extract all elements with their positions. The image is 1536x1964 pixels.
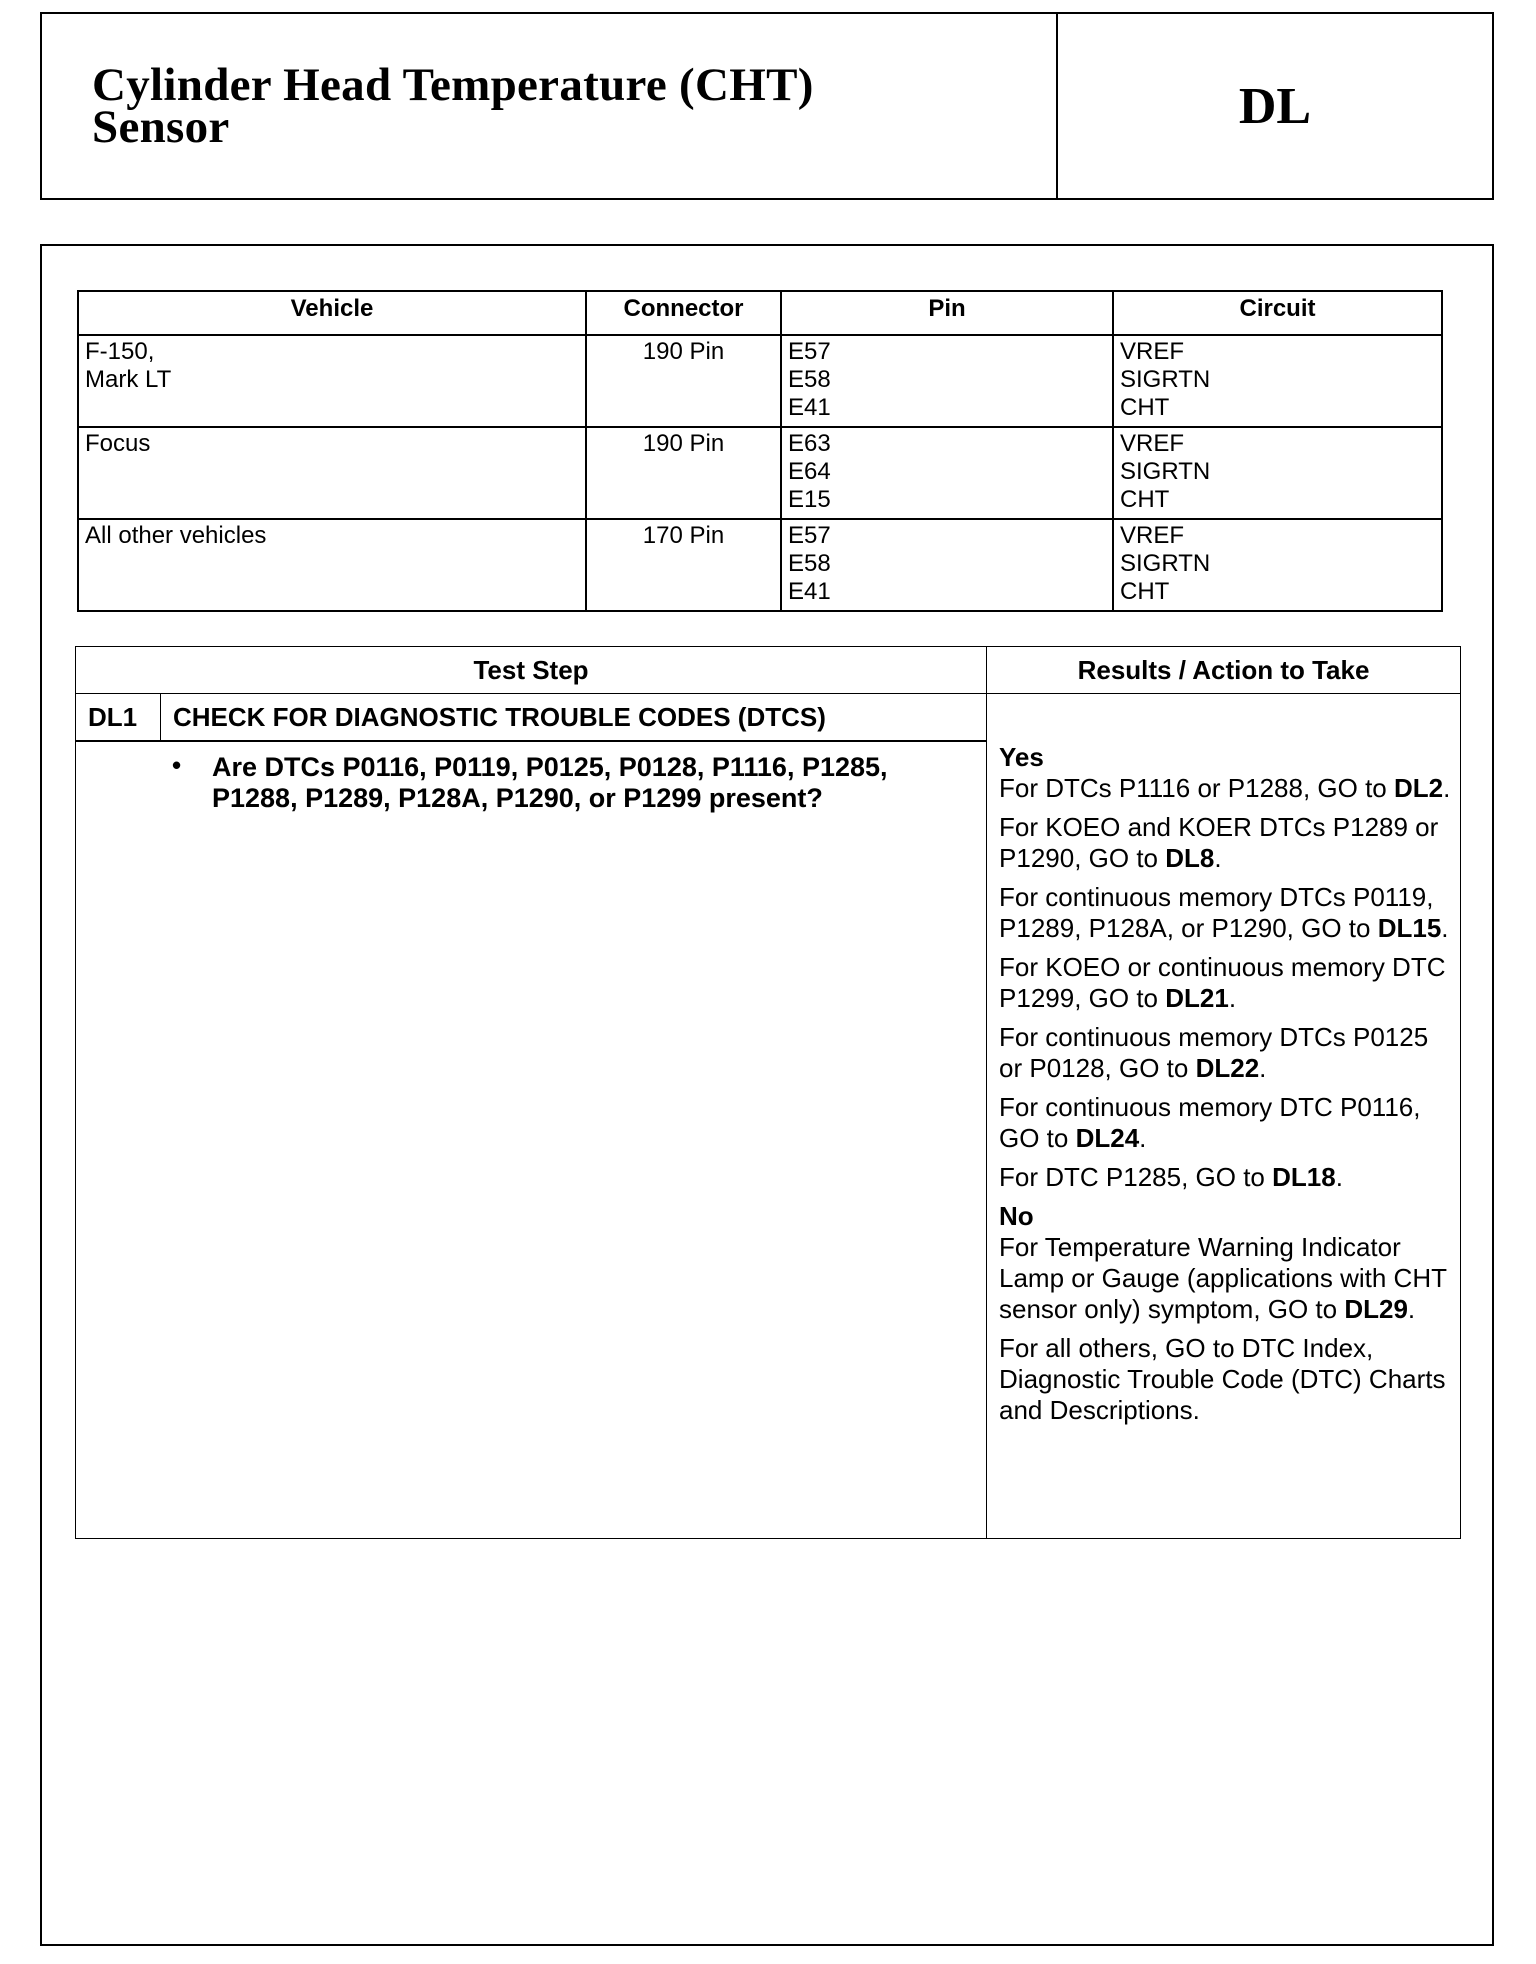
step-ref: DL24 xyxy=(1075,1123,1140,1153)
no-action: For all others, GO to DTC Index, Diagnostic Trouble Code (DTC) Charts and Descriptions. xyxy=(999,1333,1446,1425)
header-connector: Connector xyxy=(586,291,781,335)
step-ref: DL29 xyxy=(1344,1294,1408,1324)
circuit-cell xyxy=(1113,427,1442,519)
table-row xyxy=(78,335,1442,427)
no-action: For Temperature Warning Indicator Lamp or Gauge (applications with CHT sensor only) symptom, GO to DL29. xyxy=(999,1232,1447,1324)
vehicle-line: F-150, xyxy=(85,338,155,365)
yes-action: For DTCs P1116 or P1288, GO to DL2. xyxy=(999,773,1451,803)
circuit-value: VREF xyxy=(1120,430,1185,457)
vehicle-line: Focus xyxy=(85,430,151,457)
header-results: Results / Action to Take xyxy=(987,647,1461,694)
pin-cell xyxy=(781,519,1113,611)
table-row xyxy=(78,427,1442,519)
vehicle-cell xyxy=(78,519,586,611)
step-ref: DL18 xyxy=(1272,1162,1336,1192)
pin-value: E58 xyxy=(788,366,831,393)
pin-value: E15 xyxy=(788,486,831,513)
circuit-value: SIGRTN xyxy=(1120,458,1211,485)
yes-action: For KOEO or continuous memory DTC P1299, GO to DL21. xyxy=(999,952,1446,1013)
no-label: No xyxy=(999,1201,1034,1231)
section-code: DL xyxy=(1238,77,1312,135)
yes-label: Yes xyxy=(999,742,1044,772)
pin-value: E58 xyxy=(788,550,831,577)
page-title-line1: Cylinder Head Temperature (CHT) xyxy=(92,59,814,111)
pin-value: E63 xyxy=(788,430,831,457)
connector-cell: 170 Pin xyxy=(586,519,781,611)
connector-cell: 190 Pin xyxy=(586,335,781,427)
step-ref: DL21 xyxy=(1165,983,1229,1013)
page-title xyxy=(92,59,814,153)
pin-value: E41 xyxy=(788,578,831,605)
circuit-value: CHT xyxy=(1120,578,1170,605)
yes-action: For KOEO and KOER DTCs P1289 or P1290, GO to DL8. xyxy=(999,812,1439,873)
test-step-table xyxy=(75,646,1461,1539)
step-ref: DL8 xyxy=(1165,843,1215,873)
step-title: CHECK FOR DIAGNOSTIC TROUBLE CODES (DTCS) xyxy=(161,694,987,742)
step-title-row xyxy=(76,694,1461,742)
circuit-cell xyxy=(1113,519,1442,611)
circuit-value: CHT xyxy=(1120,394,1170,421)
connector-cell: 190 Pin xyxy=(586,427,781,519)
circuit-value: SIGRTN xyxy=(1120,550,1211,577)
circuit-cell xyxy=(1113,335,1442,427)
header-vehicle: Vehicle xyxy=(78,291,586,335)
pin-table-header-row xyxy=(78,291,1442,335)
circuit-value: VREF xyxy=(1120,522,1185,549)
circuit-value: VREF xyxy=(1120,338,1185,365)
vehicle-line: All other vehicles xyxy=(85,522,267,549)
bullet-icon: • xyxy=(172,750,182,780)
header-box xyxy=(40,12,1494,200)
results-cell xyxy=(987,694,1461,1539)
circuit-value: SIGRTN xyxy=(1120,366,1211,393)
pin-cell xyxy=(781,335,1113,427)
step-question: Are DTCs P0116, P0119, P0125, P0128, P1116, P1285, P1288, P1289, P128A, P1290, or P1299 present? xyxy=(212,752,888,813)
yes-action: For continuous memory DTC P0116, GO to DL24. xyxy=(999,1092,1421,1153)
pin-value: E64 xyxy=(788,458,831,485)
yes-action: For DTC P1285, GO to DL18. xyxy=(999,1162,1343,1192)
vehicle-cell xyxy=(78,427,586,519)
test-table-header-row xyxy=(76,647,1461,694)
yes-action: For continuous memory DTCs P0119, P1289, P128A, or P1290, GO to DL15. xyxy=(999,882,1449,943)
pin-table xyxy=(77,290,1443,612)
header-circuit: Circuit xyxy=(1113,291,1442,335)
page-title-line2: Sensor xyxy=(92,101,230,153)
header-test-step: Test Step xyxy=(76,647,987,694)
header-title-cell xyxy=(42,14,1058,198)
yes-action: For continuous memory DTCs P0125 or P0128, GO to DL22. xyxy=(999,1022,1429,1083)
step-ref: DL2 xyxy=(1394,773,1444,803)
pin-value: E57 xyxy=(788,338,831,365)
header-pin: Pin xyxy=(781,291,1113,335)
step-ref: DL22 xyxy=(1195,1053,1260,1083)
vehicle-cell xyxy=(78,335,586,427)
pin-value: E57 xyxy=(788,522,831,549)
circuit-value: CHT xyxy=(1120,486,1170,513)
step-id: DL1 xyxy=(76,694,161,742)
vehicle-line: Mark LT xyxy=(85,366,172,393)
step-ref: DL15 xyxy=(1377,913,1442,943)
pin-value: E41 xyxy=(788,394,831,421)
question-cell xyxy=(76,741,987,1539)
pin-cell xyxy=(781,427,1113,519)
table-row xyxy=(78,519,1442,611)
